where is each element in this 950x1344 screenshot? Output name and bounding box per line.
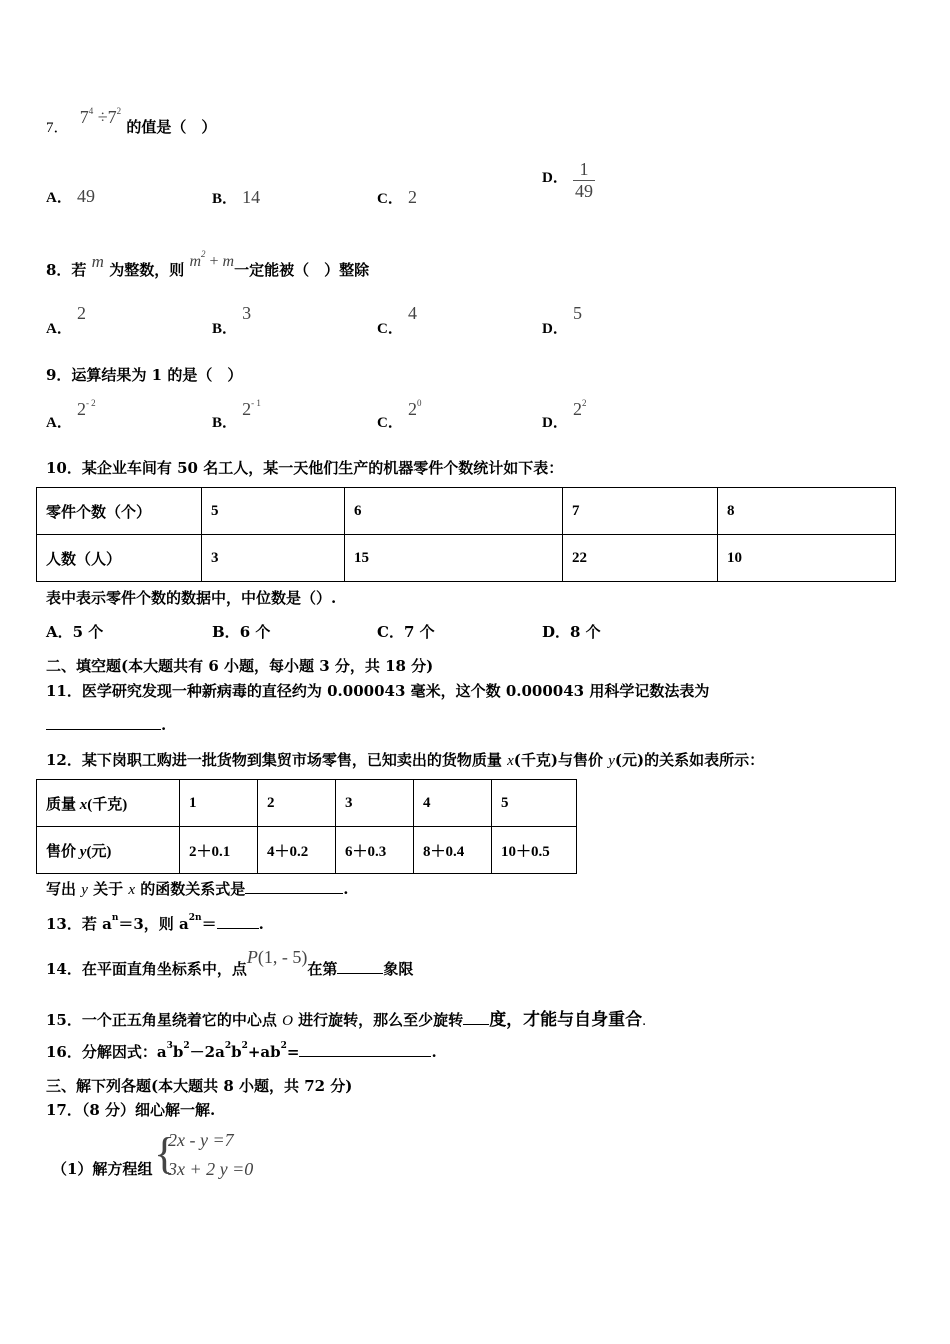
q9-option-c[interactable]: C． $2^0$ <box>377 398 422 431</box>
table-cell: 人数（人） <box>37 535 202 582</box>
q7-option-d[interactable]: D． $\frac{1}{49}$ <box>542 159 593 201</box>
q14-line: 14．在平面直角坐标系中，点P(1, - 5)在第 象限 <box>46 947 414 978</box>
q17-line: 17．（8 分）细心解一解. <box>46 1101 216 1119</box>
q11-answer: . <box>46 716 166 734</box>
q8-line <box>46 249 370 280</box>
table-cell: 7 <box>563 488 718 535</box>
q7-expression: $7^4 \div 7^2$ <box>79 106 122 127</box>
q9-option-a[interactable]: A． $2^{- 2}$ <box>46 398 96 431</box>
q8-option-c[interactable]: C． 4 <box>377 303 417 337</box>
section-3-heading: 三、解下列各题(本大题共 8 小题，共 72 分) <box>46 1077 353 1095</box>
answer-blank[interactable] <box>337 961 383 974</box>
q15-line: 15．一个正五角星绕着它的中心点 O 进行旋转，那么至少旋转 度，才能与自身重合. <box>46 1010 646 1030</box>
q10-option-b[interactable]: B．6 个 <box>212 623 271 641</box>
table-cell: 6 <box>345 488 563 535</box>
q8-var-m: m <box>91 252 104 271</box>
table-row <box>37 780 577 827</box>
table-cell: 8 <box>718 488 896 535</box>
table-row <box>37 535 896 582</box>
table-cell: 10＋0.5 <box>492 827 577 874</box>
brace: { <box>154 1129 176 1178</box>
q10-option-d[interactable]: D．8 个 <box>542 623 601 641</box>
q10-line: 10．某企业车间有 50 名工人，某一天他们生产的机器零件个数统计如下表： <box>46 459 564 477</box>
answer-blank[interactable] <box>46 717 161 730</box>
table-cell: 1 <box>180 780 258 827</box>
equation-2: 3x + 2 y =0 <box>168 1159 254 1179</box>
table-cell: 10 <box>718 535 896 582</box>
q7-option-a[interactable]: A． 49 <box>46 186 95 206</box>
q17-part1: （1）解方程组 <box>52 1160 153 1178</box>
table-cell: 6＋0.3 <box>336 827 414 874</box>
q13-line: 13．若 $a^n=3$，则 $a^{2n}=$ . <box>46 913 264 933</box>
q8-option-b[interactable]: B． 3 <box>212 303 252 337</box>
q7-line <box>46 106 217 137</box>
answer-blank[interactable] <box>463 1012 489 1025</box>
table-row <box>37 488 896 535</box>
answer-blank[interactable] <box>245 881 343 894</box>
table-cell: 8＋0.4 <box>414 827 492 874</box>
q8-option-d[interactable]: D． 5 <box>542 303 582 337</box>
q9-line: 9．运算结果为 1 的是（ ） <box>46 366 243 384</box>
q12-line: 12．某下岗职工购进一批货物到集贸市场零售，已知卖出的货物质量 x(千克)与售价 y(元)的关系如表所示： <box>46 751 765 769</box>
table-cell: 5 <box>202 488 345 535</box>
table-cell: 售价 y(元) <box>37 827 180 874</box>
q8-expression: $m^2 + m$ <box>189 249 235 270</box>
q11-line: 11．医学研究发现一种新病毒的直径约为 0.000043 毫米，这个数 0.000043 用科学记数法表为 <box>46 682 710 700</box>
q10-question: 表中表示零件个数的数据中，中位数是（）. <box>46 589 337 607</box>
q12-after: 写出 y 关于 x 的函数关系式是 . <box>46 880 349 898</box>
table-cell: 3 <box>336 780 414 827</box>
table-cell: 2 <box>258 780 336 827</box>
q12-table <box>36 779 577 874</box>
q16-line: 16．分解因式：$a^3b^2-2a^2b^2+ab^2=$ . <box>46 1041 437 1061</box>
q8-number: 8．若 <box>46 261 87 279</box>
section-2-heading: 二、填空题(本大题共有 6 小题，每小题 3 分，共 18 分) <box>46 657 434 675</box>
q9-option-b[interactable]: B． $2^{- 1}$ <box>212 398 261 431</box>
q7-option-b[interactable]: B． 14 <box>212 187 261 207</box>
table-cell: 22 <box>563 535 718 582</box>
table-cell: 4＋0.2 <box>258 827 336 874</box>
q7-number: 7． <box>46 120 69 136</box>
table-row <box>37 827 577 874</box>
q8-text: 一定能被（ ）整除 <box>234 261 370 279</box>
table-cell: 质量 x(千克) <box>37 780 180 827</box>
table-cell: 4 <box>414 780 492 827</box>
q7-option-c[interactable]: C． 2 <box>377 187 417 207</box>
answer-blank[interactable] <box>217 916 259 929</box>
table-cell: 15 <box>345 535 563 582</box>
table-cell: 2＋0.1 <box>180 827 258 874</box>
equation-1: 2x - y =7 <box>168 1130 234 1150</box>
table-cell: 零件个数（个） <box>37 488 202 535</box>
q8-mid-text: 为整数，则 <box>109 261 185 279</box>
q7-text: 的值是（ ） <box>126 118 217 136</box>
q10-option-a[interactable]: A．5 个 <box>46 623 104 641</box>
q9-option-d[interactable]: D． $2^2$ <box>542 398 587 431</box>
q10-table <box>36 487 896 582</box>
answer-blank[interactable] <box>299 1044 431 1057</box>
table-cell: 5 <box>492 780 577 827</box>
table-cell: 3 <box>202 535 345 582</box>
q10-option-c[interactable]: C．7 个 <box>377 623 435 641</box>
q8-option-a[interactable]: A． 2 <box>46 303 86 337</box>
fraction: $\frac{1}{49}$ <box>574 159 593 201</box>
